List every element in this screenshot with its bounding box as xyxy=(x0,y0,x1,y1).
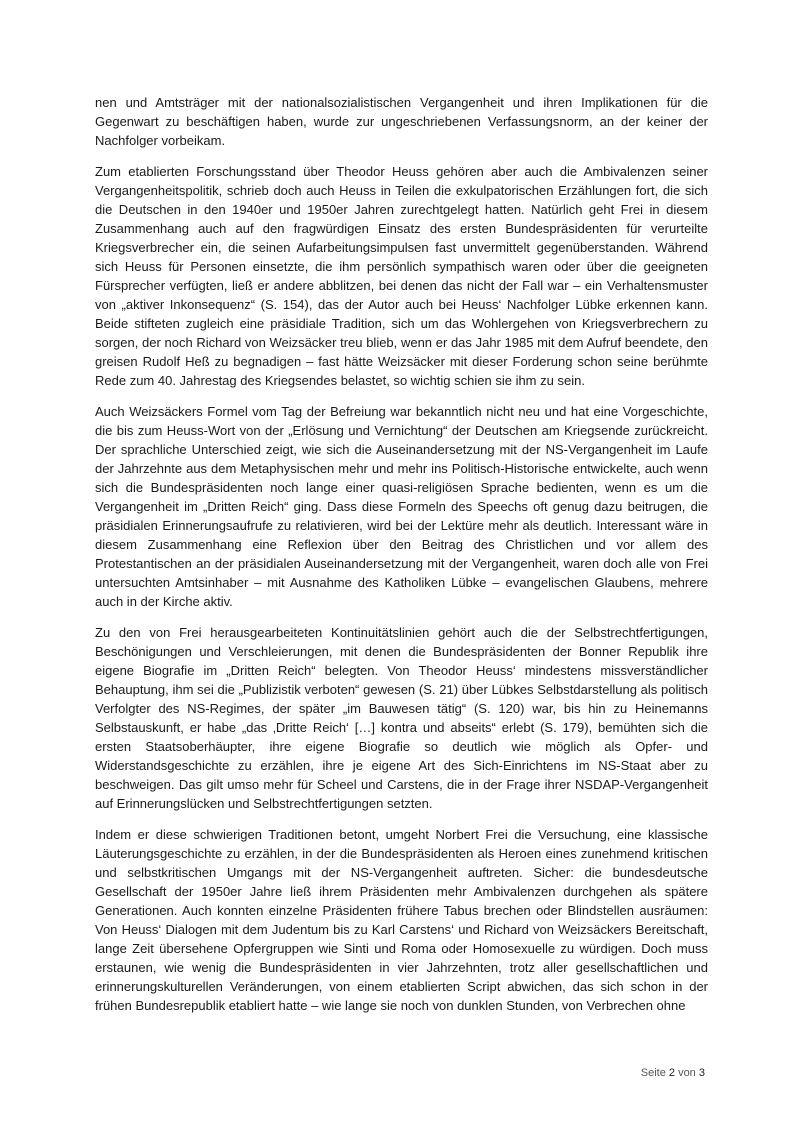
page-label: Seite xyxy=(640,1067,666,1079)
paragraph-3: Auch Weizsäckers Formel vom Tag der Befreiung war bekanntlich nicht neu und hat eine Vorgeschichte, die bis zum Heuss-Wort von der „Erlösung und Vernichtung“ der Deutschen am Kriegsende zurückreicht. Der sprachliche Unterschied zeigt, wie sich die Auseinandersetzung mit der NS-Vergangenheit im Laufe der Jahrzehnte aus dem Metaphysischen mehr und mehr ins Politisch-Historische entwickelte, auch wenn sich die Bundespräsidenten noch lange einer quasi-religiösen Sprache bedienten, wenn es um die Vergangenheit im „Dritten Reich“ ging. Dass diese Formeln des Speechs oft genug dazu beitrugen, die präsidialen Erinnerungsaufrufe zu relativieren, wird bei der Lektüre mehr als deutlich. Interessant wäre in diesem Zusammenhang eine Reflexion über den Beitrag des Christlichen und vor allem des Protestantischen an der präsidialen Auseinandersetzung mit der Vergangenheit, waren doch alle von Frei untersuchten Amtsinhaber – mit Ausnahme des Katholiken Lübke – evangelischen Glaubens, mehrere auch in der Kirche aktiv. xyxy=(95,404,708,609)
paragraph-2: Zum etablierten Forschungsstand über Theodor Heuss gehören aber auch die Ambivalenzen seiner Vergangenheitspolitik, schrieb doch auch Heuss in Teilen die exkulpatorischen Erzählungen fort, die sich die Deutschen in den 1940er und 1950er Jahren zurechtgelegt hatten. Natürlich geht Frei in diesem Zusammenhang auch auf den fragwürdigen Einsatz des ersten Bundespräsidenten für verurteilte Kriegsverbrecher ein, die seinen Aufarbeitungsimpulsen fast unvermittelt gegenüberstanden. Während sich Heuss für Personen einsetzte, die ihm persönlich sympathisch waren oder über die geeigneten Fürsprecher verfügten, ließ er andere abblitzen, bei denen das nicht der Fall war – ein Verhaltensmuster von „aktiver Inkonsequenz“ (S. 154), das der Autor auch bei Heuss‘ Nachfolger Lübke erkennen kann. Beide stifteten zugleich eine präsidiale Tradition, sich um das Wohlergehen von Kriegsverbrechern zu sorgen, der noch Richard von Weizsäcker treu blieb, wenn er das Jahr 1985 mit dem Aufruf beendete, den greisen Rudolf Heß zu begnadigen – fast hätte Weizsäcker mit dieser Forderung schon seine berühmte Rede zum 40. Jahrestag des Kriegsendes belastet, so wichtig schien sie ihm zu sein. xyxy=(95,164,708,388)
current-page-number: 2 xyxy=(668,1067,675,1079)
paragraph-5: Indem er diese schwierigen Traditionen betont, umgeht Norbert Frei die Versuchung, eine klassische Läuterungsgeschichte zu erzählen, in der die Bundespräsidenten als Heroen eines zunehmend kritischen und selbstkritischen Umgangs mit der NS-Vergangenheit auftreten. Sicher: die bundesdeutsche Gesellschaft der 1950er Jahre ließ ihrem Präsidenten mehr Ambivalenzen durchgehen als spätere Generationen. Auch konnten einzelne Präsidenten frühere Tabus brechen oder Blindstellen ausräumen: Von Heuss‘ Dialogen mit dem Judentum bis zu Karl Carstens‘ und Richard von Weizsäckers Bereitschaft, lange Zeit übersehene Opfergruppen wie Sinti und Roma oder Homosexuelle zu würdigen. Doch muss erstaunen, wie wenig die Bundespräsidenten in vier Jahrzehnten, trotz aller gesellschaftlichen und erinnerungskulturellen Veränderungen, von einem etablierten Script abwichen, das sich schon in der frühen Bundesrepublik etabliert hatte – wie lange sie noch von dunklen Stunden, von Verbrechen ohne xyxy=(95,827,708,1013)
paragraph-1: nen und Amtsträger mit der nationalsozialistischen Vergangenheit und ihren Implikationen für die Gegenwart zu beschäftigen haben, wurde zur ungeschriebenen Verfassungsnorm, an der keiner der Nachfolger vorbeikam. xyxy=(95,95,708,148)
document-body xyxy=(95,93,708,1027)
page-number-footer xyxy=(641,1067,705,1079)
total-page-number: 3 xyxy=(698,1067,705,1079)
paragraph-4: Zu den von Frei herausgearbeiteten Kontinuitätslinien gehört auch die der Selbstrechtfertigungen, Beschönigungen und Verschleierungen, mit denen die Bundespräsidenten der Bonner Republik ihre eigene Biografie im „Dritten Reich“ belegten. Von Theodor Heuss‘ mindestens missverständlicher Behauptung, ihm sei die „Publizistik verboten“ gewesen (S. 21) über Lübkes Selbstdarstellung als politisch Verfolgter des NS-Regimes, der später „im Bauwesen tätig“ (S. 120) war, bis hin zu Heinemanns Selbstauskunft, er habe „das ‚Dritte Reich‘ […] kontra und abseits“ erlebt (S. 179), bemühten sich die ersten Staatsoberhäupter, ihre eigene Biografie so deutlich wie möglich als Opfer- und Widerstandsgeschichte zu erzählen, ihre je eigene Art des Sich-Einrichtens im NS-Staat aber zu beschweigen. Das gilt umso mehr für Scheel und Carstens, die in der Frage ihrer NSDAP-Vergangenheit auf Erinnerungslücken und Selbstrechtfertigungen setzten. xyxy=(95,625,708,811)
page-of-label: von xyxy=(678,1067,696,1079)
